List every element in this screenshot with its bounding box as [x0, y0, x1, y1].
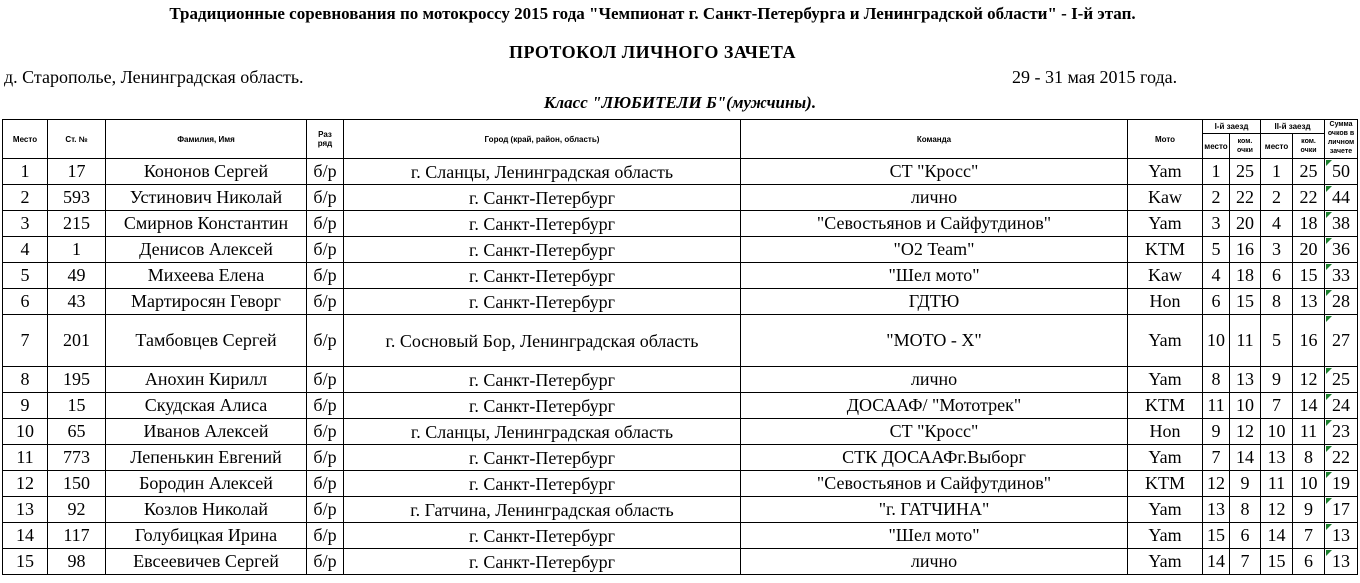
table-row: [3, 211, 1358, 237]
sum-value: 17: [1332, 499, 1351, 519]
heat2-points-cell: 18: [1293, 211, 1325, 237]
heat2-place-cell: 10: [1261, 419, 1293, 445]
sum-cell: [1325, 237, 1358, 263]
moto-cell: KTM: [1128, 471, 1203, 497]
col-header-city: Город (край, район, область): [344, 120, 741, 159]
team-cell: "Шел мото": [741, 523, 1128, 549]
heat1-points-cell: 20: [1230, 211, 1261, 237]
heat1-points-cell: 16: [1230, 237, 1261, 263]
place-cell: 15: [3, 549, 48, 575]
city-cell: г. Санкт-Петербург: [344, 289, 741, 315]
city-cell: г. Санкт-Петербург: [344, 237, 741, 263]
col-header-heat2-points: ком. очки: [1293, 134, 1325, 159]
number-cell: 117: [48, 523, 106, 549]
name-cell: Анохин Кирилл: [106, 367, 307, 393]
place-cell: 12: [3, 471, 48, 497]
city-cell: г. Санкт-Петербург: [344, 211, 741, 237]
name-cell: Скудская Алиса: [106, 393, 307, 419]
heat2-points-cell: 6: [1293, 549, 1325, 575]
city-cell: г. Санкт-Петербург: [344, 549, 741, 575]
event-dates: 29 - 31 мая 2015 года.: [1012, 67, 1178, 87]
rank-cell: б/р: [307, 471, 344, 497]
event-location: д. Старополье, Ленинградская область.: [4, 67, 304, 87]
heat2-points-cell: 8: [1293, 445, 1325, 471]
sum-value: 44: [1332, 187, 1351, 207]
number-cell: 65: [48, 419, 106, 445]
team-cell: "Севостьянов и Сайфутдинов": [741, 471, 1128, 497]
sum-cell: [1325, 419, 1358, 445]
sum-cell: [1325, 367, 1358, 393]
table-row: [3, 263, 1358, 289]
sum-value: 28: [1332, 291, 1351, 311]
moto-cell: KTM: [1128, 393, 1203, 419]
heat1-place-cell: 5: [1203, 237, 1230, 263]
moto-cell: Kaw: [1128, 185, 1203, 211]
col-header-heat2-place: место: [1261, 134, 1293, 159]
place-cell: 1: [3, 159, 48, 185]
number-cell: 92: [48, 497, 106, 523]
table-row: [3, 523, 1358, 549]
heat1-place-cell: 9: [1203, 419, 1230, 445]
heat2-points-cell: 9: [1293, 497, 1325, 523]
sum-cell: [1325, 549, 1358, 575]
city-cell: г. Санкт-Петербург: [344, 393, 741, 419]
heat1-place-cell: 7: [1203, 445, 1230, 471]
place-cell: 2: [3, 185, 48, 211]
heat2-place-cell: 11: [1261, 471, 1293, 497]
place-cell: 6: [3, 289, 48, 315]
name-cell: Бородин Алексей: [106, 471, 307, 497]
heat1-points-cell: 9: [1230, 471, 1261, 497]
heat2-place-cell: 3: [1261, 237, 1293, 263]
rank-cell: б/р: [307, 523, 344, 549]
heat2-points-cell: 12: [1293, 367, 1325, 393]
heat1-points-cell: 11: [1230, 315, 1261, 367]
number-cell: 593: [48, 185, 106, 211]
place-cell: 7: [3, 315, 48, 367]
heat1-points-cell: 6: [1230, 523, 1261, 549]
heat1-place-cell: 6: [1203, 289, 1230, 315]
rank-header-line2: ряд: [317, 139, 333, 148]
sum-header-label: Сумма очков в личном зачете: [1327, 121, 1355, 155]
heat2-place-cell: 13: [1261, 445, 1293, 471]
table-row: [3, 445, 1358, 471]
comment-marker-icon: [1326, 368, 1332, 374]
heat1-place-cell: 11: [1203, 393, 1230, 419]
number-cell: 15: [48, 393, 106, 419]
heat2-place-cell: 6: [1261, 263, 1293, 289]
comment-marker-icon: [1326, 160, 1332, 166]
city-cell: г. Гатчина, Ленинградская область: [344, 497, 741, 523]
heat2-points-cell: 16: [1293, 315, 1325, 367]
moto-cell: Yam: [1128, 497, 1203, 523]
place-cell: 14: [3, 523, 48, 549]
sum-value: 33: [1332, 265, 1351, 285]
table-row: [3, 289, 1358, 315]
name-cell: Иванов Алексей: [106, 419, 307, 445]
col-header-heat1: I-й заезд: [1203, 120, 1261, 134]
heat1-points-cell: 7: [1230, 549, 1261, 575]
col-header-name: Фамилия, Имя: [106, 120, 307, 159]
name-cell: Лепенькин Евгений: [106, 445, 307, 471]
heat1-place-cell: 3: [1203, 211, 1230, 237]
sum-cell: [1325, 445, 1358, 471]
team-cell: СТ "Кросс": [741, 419, 1128, 445]
col-header-team: Команда: [741, 120, 1128, 159]
moto-cell: Yam: [1128, 367, 1203, 393]
number-cell: 773: [48, 445, 106, 471]
table-header: [3, 120, 1358, 159]
heat1-place-cell: 10: [1203, 315, 1230, 367]
protocol-heading: ПРОТОКОЛ ЛИЧНОГО ЗАЧЕТА: [508, 42, 796, 62]
col-header-place: Место: [3, 120, 48, 159]
rank-cell: б/р: [307, 393, 344, 419]
heat2-place-cell: 8: [1261, 289, 1293, 315]
table-row: [3, 393, 1358, 419]
comment-marker-icon: [1326, 316, 1332, 322]
moto-cell: Yam: [1128, 315, 1203, 367]
sum-cell: [1325, 159, 1358, 185]
sum-cell: [1325, 471, 1358, 497]
place-cell: 11: [3, 445, 48, 471]
team-cell: СТК ДОСААФг.Выборг: [741, 445, 1128, 471]
heat1-place-cell: 1: [1203, 159, 1230, 185]
team-cell: "О2 Team": [741, 237, 1128, 263]
number-cell: 195: [48, 367, 106, 393]
place-cell: 10: [3, 419, 48, 445]
number-cell: 98: [48, 549, 106, 575]
name-cell: Евсеевичев Сергей: [106, 549, 307, 575]
rank-cell: б/р: [307, 445, 344, 471]
city-cell: г. Сосновый Бор, Ленинградская область: [344, 315, 741, 367]
table-body: [3, 159, 1358, 575]
team-cell: лично: [741, 549, 1128, 575]
comment-marker-icon: [1326, 446, 1332, 452]
city-cell: г. Санкт-Петербург: [344, 471, 741, 497]
city-cell: г. Санкт-Петербург: [344, 445, 741, 471]
heat1-points-cell: 18: [1230, 263, 1261, 289]
col-header-heat1-points: ком. очки: [1230, 134, 1261, 159]
heat1-place-cell: 2: [1203, 185, 1230, 211]
moto-cell: Yam: [1128, 523, 1203, 549]
place-cell: 13: [3, 497, 48, 523]
col-header-sum: [1325, 120, 1358, 159]
table-row: [3, 315, 1358, 367]
team-cell: ДОСААФ/ "Мототрек": [741, 393, 1128, 419]
comment-marker-icon: [1326, 420, 1332, 426]
comment-marker-icon: [1326, 264, 1332, 270]
comment-marker-icon: [1326, 238, 1332, 244]
comment-marker-icon: [1326, 498, 1332, 504]
heat2-place-cell: 14: [1261, 523, 1293, 549]
moto-cell: Kaw: [1128, 263, 1203, 289]
heat2-points-cell: 13: [1293, 289, 1325, 315]
comment-marker-icon: [1326, 550, 1332, 556]
sum-cell: [1325, 497, 1358, 523]
heat2-place-cell: 5: [1261, 315, 1293, 367]
sum-cell: [1325, 393, 1358, 419]
rank-header-line1: Раз: [318, 130, 332, 139]
city-cell: г. Санкт-Петербург: [344, 185, 741, 211]
comment-marker-icon: [1326, 186, 1332, 192]
heat1-points-cell: 15: [1230, 289, 1261, 315]
heat2-points-cell: 7: [1293, 523, 1325, 549]
table-row: [3, 367, 1358, 393]
table-row: [3, 419, 1358, 445]
moto-cell: Hon: [1128, 289, 1203, 315]
moto-cell: KTM: [1128, 237, 1203, 263]
heat1-place-cell: 15: [1203, 523, 1230, 549]
heat1-points-cell: 14: [1230, 445, 1261, 471]
col-header-heat2: II-й заезд: [1261, 120, 1325, 134]
heat2-points-cell: 10: [1293, 471, 1325, 497]
comment-marker-icon: [1326, 212, 1332, 218]
sum-cell: [1325, 523, 1358, 549]
moto-cell: Yam: [1128, 211, 1203, 237]
rank-cell: б/р: [307, 289, 344, 315]
sum-cell: [1325, 315, 1358, 367]
team-cell: "Шел мото": [741, 263, 1128, 289]
rank-cell: б/р: [307, 263, 344, 289]
sum-value: 50: [1332, 161, 1351, 181]
number-cell: 215: [48, 211, 106, 237]
rank-cell: б/р: [307, 549, 344, 575]
rank-cell: б/р: [307, 497, 344, 523]
heat2-place-cell: 12: [1261, 497, 1293, 523]
number-cell: 43: [48, 289, 106, 315]
sum-value: 13: [1332, 551, 1351, 571]
class-heading: Класс "ЛЮБИТЕЛИ Б"(мужчины).: [543, 93, 817, 112]
table-row: [3, 497, 1358, 523]
city-cell: г. Санкт-Петербург: [344, 523, 741, 549]
heat2-points-cell: 25: [1293, 159, 1325, 185]
team-cell: СТ "Кросс": [741, 159, 1128, 185]
heat1-place-cell: 14: [1203, 549, 1230, 575]
place-cell: 3: [3, 211, 48, 237]
comment-marker-icon: [1326, 472, 1332, 478]
heat1-points-cell: 22: [1230, 185, 1261, 211]
number-cell: 201: [48, 315, 106, 367]
team-cell: лично: [741, 367, 1128, 393]
moto-cell: Hon: [1128, 419, 1203, 445]
sum-cell: [1325, 263, 1358, 289]
place-cell: 8: [3, 367, 48, 393]
name-cell: Кононов Сергей: [106, 159, 307, 185]
heat2-place-cell: 2: [1261, 185, 1293, 211]
number-cell: 49: [48, 263, 106, 289]
sum-value: 24: [1332, 395, 1351, 415]
heat1-points-cell: 12: [1230, 419, 1261, 445]
heat1-points-cell: 10: [1230, 393, 1261, 419]
city-cell: г. Санкт-Петербург: [344, 367, 741, 393]
moto-cell: Yam: [1128, 159, 1203, 185]
comment-marker-icon: [1326, 394, 1332, 400]
col-header-number: Ст. №: [48, 120, 106, 159]
rank-cell: б/р: [307, 315, 344, 367]
sum-value: 23: [1332, 421, 1351, 441]
place-cell: 9: [3, 393, 48, 419]
city-cell: г. Сланцы, Ленинградская область: [344, 159, 741, 185]
heat1-place-cell: 4: [1203, 263, 1230, 289]
heat2-points-cell: 11: [1293, 419, 1325, 445]
sum-value: 36: [1332, 239, 1351, 259]
sum-cell: [1325, 211, 1358, 237]
sum-value: 25: [1332, 369, 1351, 389]
sum-value: 38: [1332, 213, 1351, 233]
heat1-points-cell: 8: [1230, 497, 1261, 523]
name-cell: Устинович Николай: [106, 185, 307, 211]
team-cell: лично: [741, 185, 1128, 211]
table-row: [3, 185, 1358, 211]
heat2-place-cell: 7: [1261, 393, 1293, 419]
team-cell: "МОТО - Х": [741, 315, 1128, 367]
rank-cell: б/р: [307, 237, 344, 263]
heat1-points-cell: 25: [1230, 159, 1261, 185]
heat2-place-cell: 15: [1261, 549, 1293, 575]
results-table: [2, 119, 1358, 575]
col-header-rank: [307, 120, 344, 159]
name-cell: Голубицкая Ирина: [106, 523, 307, 549]
heat2-place-cell: 1: [1261, 159, 1293, 185]
name-cell: Козлов Николай: [106, 497, 307, 523]
name-cell: Тамбовцев Сергей: [106, 315, 307, 367]
heat1-points-cell: 13: [1230, 367, 1261, 393]
rank-cell: б/р: [307, 419, 344, 445]
table-row: [3, 159, 1358, 185]
heat1-place-cell: 13: [1203, 497, 1230, 523]
comment-marker-icon: [1326, 290, 1332, 296]
heat2-points-cell: 20: [1293, 237, 1325, 263]
heat2-points-cell: 22: [1293, 185, 1325, 211]
sum-cell: [1325, 289, 1358, 315]
name-cell: Михеева Елена: [106, 263, 307, 289]
number-cell: 1: [48, 237, 106, 263]
sum-value: 22: [1332, 447, 1351, 467]
heat1-place-cell: 12: [1203, 471, 1230, 497]
city-cell: г. Сланцы, Ленинградская область: [344, 419, 741, 445]
name-cell: Смирнов Константин: [106, 211, 307, 237]
number-cell: 17: [48, 159, 106, 185]
table-row: [3, 237, 1358, 263]
heat1-place-cell: 8: [1203, 367, 1230, 393]
number-cell: 150: [48, 471, 106, 497]
table-row: [3, 471, 1358, 497]
document-title: Традиционные соревнования по мотокроссу 2015 года "Чемпионат г. Санкт-Петербурга и Ленинградской области" - I-й этап.: [169, 4, 1136, 23]
rank-cell: б/р: [307, 367, 344, 393]
team-cell: "Севостьянов и Сайфутдинов": [741, 211, 1128, 237]
col-header-heat1-place: место: [1203, 134, 1230, 159]
name-cell: Денисов Алексей: [106, 237, 307, 263]
rank-cell: б/р: [307, 159, 344, 185]
heat2-place-cell: 4: [1261, 211, 1293, 237]
place-cell: 5: [3, 263, 48, 289]
moto-cell: Yam: [1128, 445, 1203, 471]
team-cell: "г. ГАТЧИНА": [741, 497, 1128, 523]
moto-cell: Yam: [1128, 549, 1203, 575]
comment-marker-icon: [1326, 524, 1332, 530]
team-cell: ГДТЮ: [741, 289, 1128, 315]
heat2-place-cell: 9: [1261, 367, 1293, 393]
sum-value: 27: [1332, 330, 1351, 350]
heat2-points-cell: 15: [1293, 263, 1325, 289]
sum-value: 13: [1332, 525, 1351, 545]
rank-cell: б/р: [307, 185, 344, 211]
table-row: [3, 549, 1358, 575]
col-header-moto: Мото: [1128, 120, 1203, 159]
place-cell: 4: [3, 237, 48, 263]
sum-value: 19: [1332, 473, 1351, 493]
sum-cell: [1325, 185, 1358, 211]
name-cell: Мартиросян Геворг: [106, 289, 307, 315]
rank-cell: б/р: [307, 211, 344, 237]
city-cell: г. Санкт-Петербург: [344, 263, 741, 289]
heat2-points-cell: 14: [1293, 393, 1325, 419]
